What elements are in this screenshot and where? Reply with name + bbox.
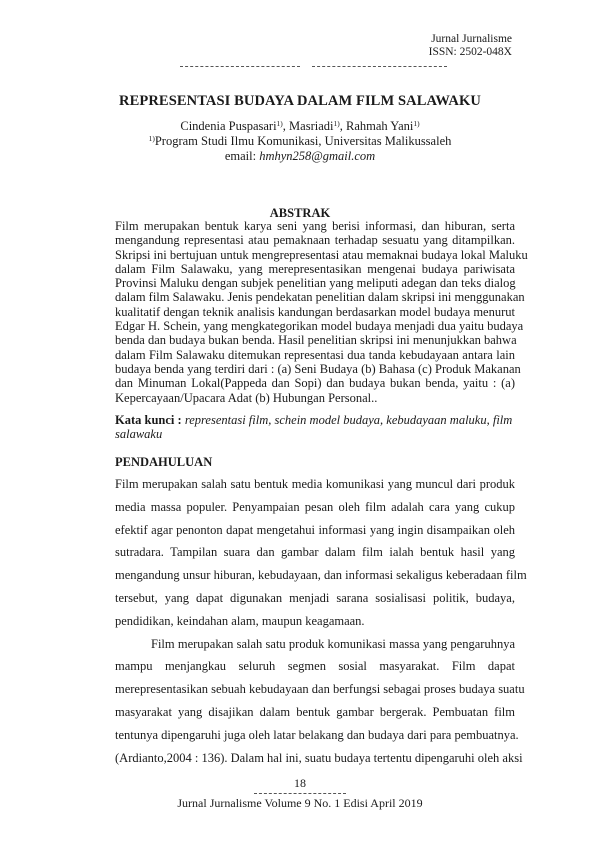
abstract-line: kualitatif dengan teknik analisis kandungan berdasarkan model budaya menurut	[115, 304, 515, 319]
affiliation-text: Program Studi Ilmu Komunikasi, Universitas Malikussaleh	[154, 134, 452, 148]
paragraph-1-line: sutradara. Tampilan suara dan gambar dalam film ialah bentuk hasil yang	[115, 545, 515, 560]
paragraph-1-line: Film merupakan salah satu bentuk media komunikasi yang muncul dari produk	[115, 477, 515, 491]
affiliation-mark: 1)	[148, 134, 155, 143]
keywords	[115, 413, 515, 442]
footer-rule	[254, 793, 346, 794]
paragraph-1-line: media massa populer. Penyampaian pesan oleh film adalah cara yang cukup	[115, 499, 515, 514]
abstract-line: benda dan budaya bukan benda. Hasil penelitian skripsi ini menunjukkan bahwa	[115, 333, 517, 348]
journal-name: Jurnal Jurnalisme	[431, 33, 512, 45]
issn: ISSN: 2502-048X	[428, 46, 512, 58]
running-header	[429, 33, 512, 59]
header-rule-right	[312, 66, 447, 67]
paragraph-2-line: merepresentasikan sebuah kebudayaan dan berfungsi sebagai proses budaya suatu	[115, 682, 525, 697]
abstract-line: Edgar H. Schein, yang mengkategorikan model budaya menjadi dua yaitu budaya	[115, 319, 524, 334]
abstract-line: Kepercayaan/Upacara Adat (b) Hubungan Personal..	[115, 390, 378, 405]
footer-citation: Jurnal Jurnalisme Volume 9 No. 1 Edisi April 2019	[177, 796, 423, 810]
author-affiliation-mark: 1)	[333, 119, 340, 128]
paper-title: REPRESENTASI BUDAYA DALAM FILM SALAWAKU	[119, 93, 481, 109]
paragraph-2-line: Film merupakan salah satu produk komunikasi massa yang pengaruhnya	[151, 636, 515, 651]
abstract-line: mengandung representasi atau pemaknaan terhadap sesuatu yang ditampilkan.	[115, 233, 515, 248]
author-name: Cindenia Puspasari	[180, 119, 277, 133]
author-list: Cindenia Puspasari$^{1)}$, Masriadi$^{1)}$, Rahmah Yani$^{1)}$	[180, 119, 420, 133]
author-affiliation-mark: 1)	[276, 119, 283, 128]
keywords-label: Kata kunci :	[115, 413, 185, 427]
paragraph-2-line: (Ardianto,2004 : 136). Dalam hal ini, suatu budaya tertentu dipengaruhi oleh aksi	[115, 750, 523, 765]
abstract-heading: ABSTRAK	[269, 206, 331, 220]
abstract-line: Provinsi Maluku dengan subjek penelitian yang meliputi adegan dan teks dialog	[115, 276, 516, 291]
abstract-line: budaya benda yang terdiri dari : (a) Seni Budaya (b) Bahasa (c) Produk Makanan	[115, 361, 521, 376]
abstract-line: dan Minuman Lokal(Pappeda dan Sopi) dan budaya bukan benda, yaitu : (a)	[115, 376, 515, 391]
author-name: Masriadi	[289, 119, 334, 133]
paragraph-2	[115, 633, 525, 770]
paragraph-1-line: pendidikan, keindahan alam, maupun keagamaan.	[115, 613, 365, 628]
abstract-line: dalam Film Salawaku, yang merepresentasikan mengenai budaya pariwisata	[115, 261, 515, 276]
abstract-body	[115, 219, 528, 405]
email-label: email:	[224, 149, 260, 163]
abstract-line: dalam film Salawaku. Jenis pendekatan penelitian dalam skripsi ini menggunakan	[115, 290, 525, 305]
introduction-heading: PENDAHULUAN	[115, 455, 213, 469]
paragraph-1-line: efektif agar penonton dapat mengetahui informasi yang ingin disampaikan oleh	[115, 522, 515, 537]
paragraph-2-line: masyarakat yang disajikan dalam bentuk gambar bergerak. Pembuatan film	[115, 704, 515, 719]
abstract-line: dalam Film Salawaku ditemukan representasi dua tanda kebudayaan antara lain	[115, 347, 515, 362]
paragraph-2-line: tentunya dipengaruhi juga oleh latar belakang dan budaya dari para pembuatnya.	[115, 727, 519, 742]
affiliation	[0, 134, 600, 148]
abstract-line: Skripsi ini bertujuan untuk mengrepresentasi atau memaknai budaya lokal Maluku	[115, 247, 528, 262]
paragraph-1-line: mengandung unsur hiburan, kebudayaan, dan informasi sekaligus keberadaan film	[115, 568, 527, 583]
email-address[interactable]: hmhyn258@gmail.com	[259, 149, 376, 163]
paragraph-1-line: tersebut, yang dapat digunakan menjadi sarana sosialisasi politik, budaya,	[115, 590, 515, 605]
abstract-line: Film merupakan bentuk karya seni yang berisi informasi, dan hiburan, serta	[115, 219, 515, 233]
introduction-body	[115, 473, 527, 769]
page-number: 18	[294, 776, 306, 790]
paragraph-2-line: mampu menjangkau seluruh segmen sosial masyarakat. Film dapat	[115, 659, 515, 674]
header-rule-left	[180, 66, 300, 67]
author-name: Rahmah Yani	[345, 119, 414, 133]
author-affiliation-mark: 1)	[413, 119, 420, 128]
email-line	[0, 149, 600, 163]
keywords-text: representasi film, schein model budaya, kebudayaan maluku, film salawaku	[115, 413, 513, 442]
